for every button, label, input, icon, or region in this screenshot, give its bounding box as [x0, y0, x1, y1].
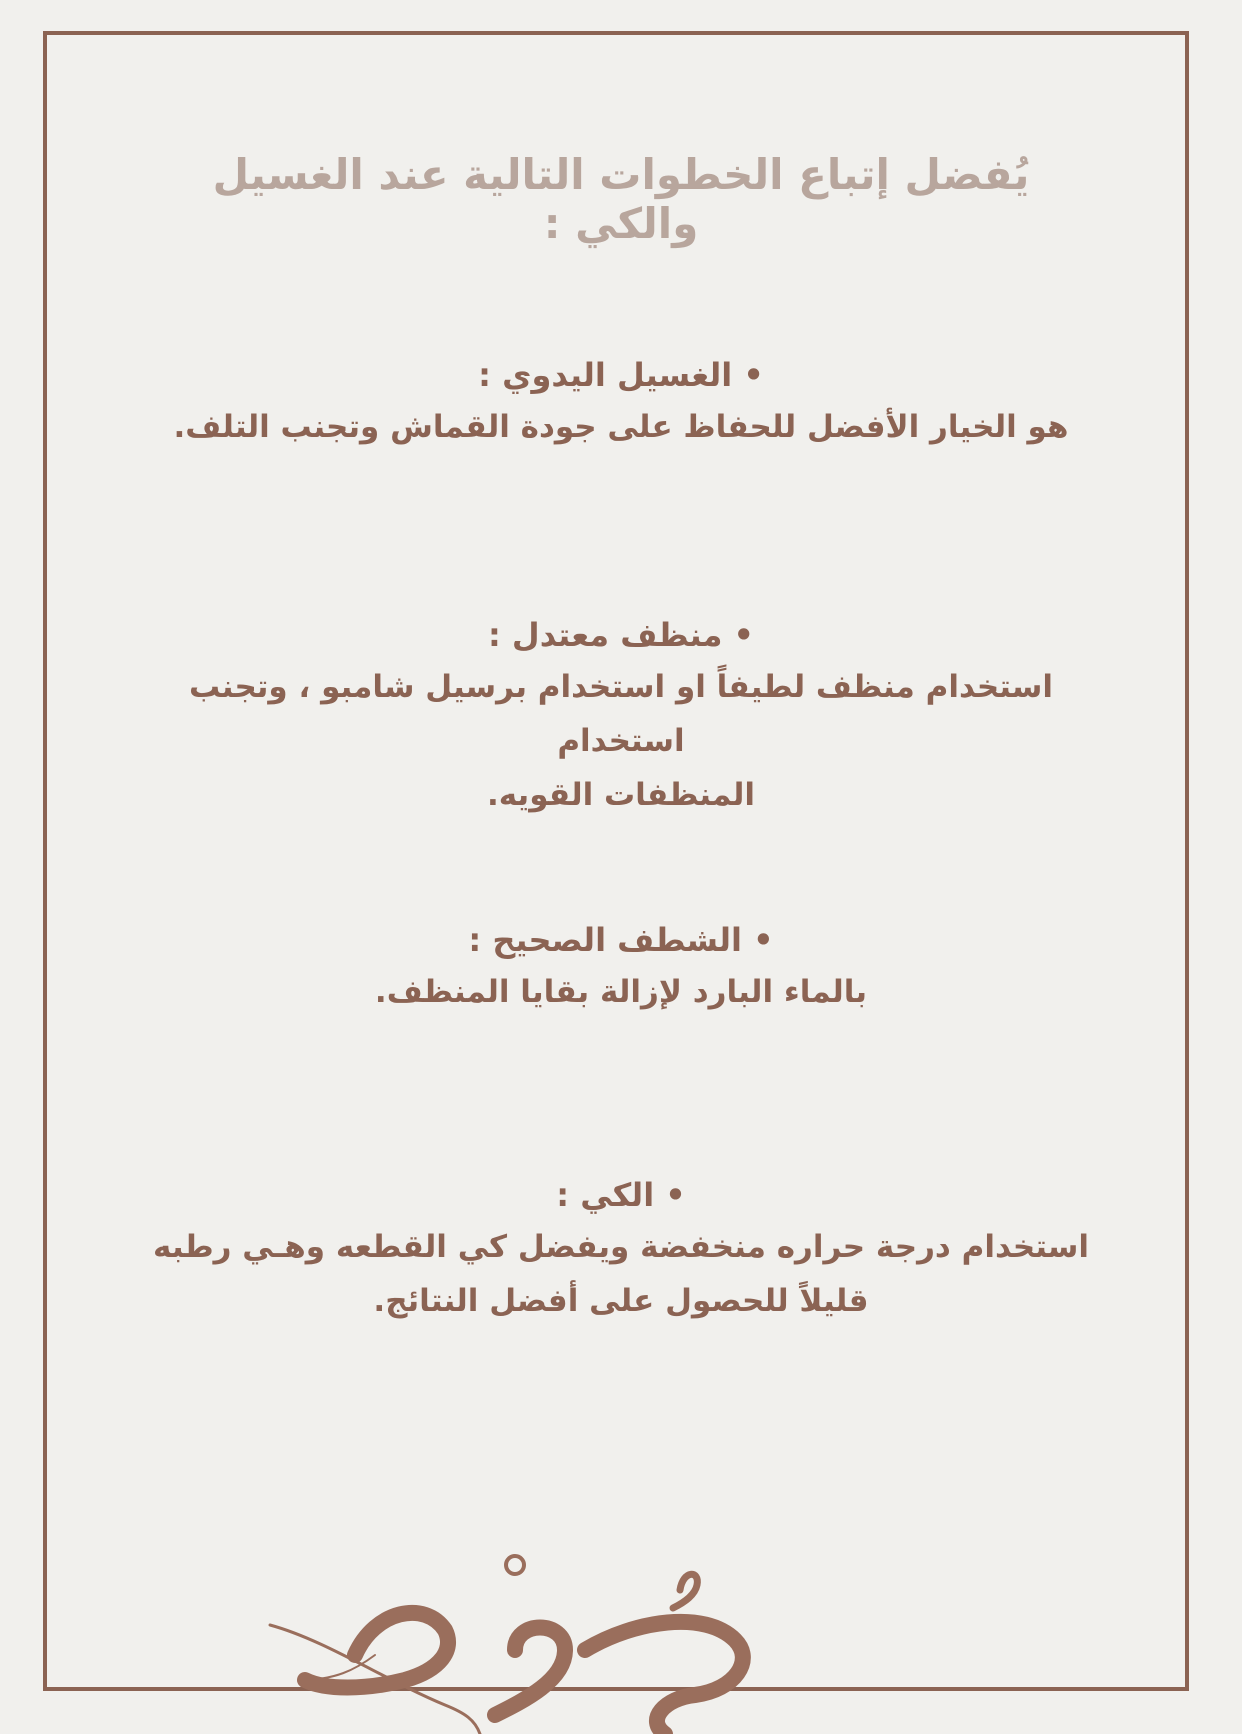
section-body-line: قليلاً للحصول على أفضل النتائج. — [373, 1283, 869, 1319]
section-rinse — [150, 915, 1092, 1019]
section-body-line: بالماء البارد لإزالة بقايا المنظف. — [374, 974, 868, 1010]
section-heading: • منظف معتدل : — [487, 616, 754, 654]
section-mild-detergent — [150, 610, 1092, 822]
section-hand-wash — [150, 350, 1092, 454]
section-heading: • الشطف الصحيح : — [468, 921, 774, 959]
section-body-line: استخدام منظف لطيفاً او استخدام برسيل شامبو ، وتجنب استخدام — [188, 669, 1053, 759]
section-body-line: المنظفات القويه. — [486, 777, 756, 813]
page-title: يُفضل إتباع الخطوات التالية عند الغسيل والكي : — [212, 150, 1030, 248]
section-heading: • الغسيل اليدوي : — [478, 356, 764, 394]
page-frame — [43, 31, 1189, 1691]
section-ironing — [150, 1170, 1092, 1328]
brand-logo — [265, 1530, 785, 1734]
section-body-line: هو الخيار الأفضل للحفاظ على جودة القماش وتجنب التلف. — [173, 409, 1069, 445]
section-body-line: استخدام درجة حراره منخفضة ويفضل كي القطعه وهـي رطبه — [153, 1229, 1089, 1265]
section-heading: • الكي : — [556, 1176, 686, 1214]
